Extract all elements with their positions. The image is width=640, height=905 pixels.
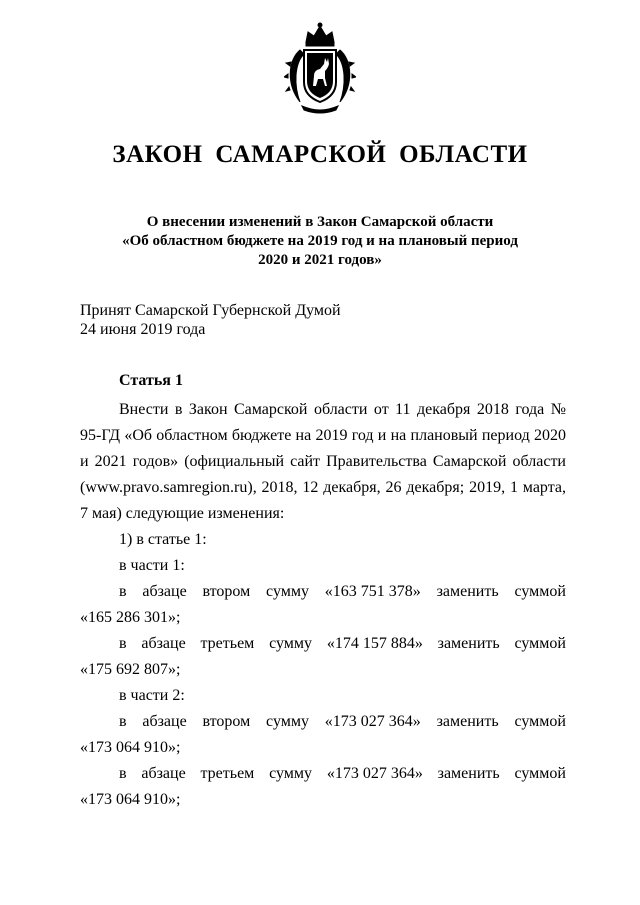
- old-sum: «173 027 364»: [324, 713, 421, 730]
- new-sum: «173 064 910»;: [80, 791, 181, 808]
- amend-word: заменить: [437, 765, 500, 782]
- law-title: ЗАКОН САМАРСКОЙ ОБЛАСТИ: [112, 141, 528, 168]
- amend-word: в: [119, 765, 127, 782]
- article-intro: Внести в Закон Самарской области от 11 декабря 2018 года № 95-ГД «Об областном бюджете на 2019 год и на плановый период 2020 и 2021 годов» (официальный сайт Правительства Самарской области (www.pravo.samregion.ru), 2018, 12 декабря, 26 декабря; 2019, 1 марта, 7 мая) следующие изменения:: [80, 401, 566, 522]
- article-body: [80, 397, 566, 813]
- old-sum: «174 157 884»: [326, 635, 423, 652]
- amend-word: втором: [202, 713, 251, 730]
- new-sum: «165 286 301»;: [80, 609, 181, 626]
- amend-word: абзаце: [142, 583, 187, 600]
- old-sum: «173 027 364»: [326, 765, 423, 782]
- new-sum: «175 692 807»;: [80, 661, 181, 678]
- amendment: [80, 761, 566, 813]
- amendment: [80, 631, 566, 683]
- new-sum: «173 064 910»;: [80, 739, 181, 756]
- amend-word: третьем: [200, 635, 255, 652]
- amend-word: заменить: [436, 713, 499, 730]
- law-subject: [80, 213, 560, 270]
- amend-word: абзаце: [141, 635, 186, 652]
- amend-word: абзаце: [142, 713, 187, 730]
- amend-word: третьем: [200, 765, 255, 782]
- item-1: 1) в статье 1:: [119, 531, 207, 548]
- adoption-info: [80, 301, 341, 339]
- amend-word: в: [119, 583, 127, 600]
- article-heading: Статья 1: [119, 372, 183, 389]
- amend-word: сумму: [269, 765, 313, 782]
- samara-coat-of-arms-icon: [284, 20, 356, 116]
- adopted-by: Принят Самарской Губернской Думой: [80, 302, 341, 319]
- amendment: [80, 579, 566, 631]
- amend-word: суммой: [514, 583, 566, 600]
- amend-word: суммой: [514, 713, 566, 730]
- amend-word: заменить: [436, 583, 499, 600]
- amend-word: суммой: [514, 765, 566, 782]
- amend-word: суммой: [514, 635, 566, 652]
- subject-line: «Об областном бюджете на 2019 год и на плановый период: [122, 233, 518, 249]
- amend-word: заменить: [437, 635, 500, 652]
- amend-word: сумму: [266, 713, 309, 730]
- old-sum: «163 751 378»: [324, 583, 421, 600]
- adoption-date: 24 июня 2019 года: [80, 321, 206, 338]
- part-1: в части 1:: [119, 557, 185, 574]
- amend-word: в: [119, 713, 127, 730]
- amend-word: сумму: [266, 583, 309, 600]
- amend-word: втором: [202, 583, 251, 600]
- subject-line: 2020 и 2021 годов»: [258, 252, 382, 268]
- subject-line: О внесении изменений в Закон Самарской области: [146, 214, 494, 230]
- amend-word: сумму: [269, 635, 313, 652]
- amendment: [80, 709, 566, 761]
- part-2: в части 2:: [119, 687, 185, 704]
- amend-word: в: [119, 635, 127, 652]
- amend-word: абзаце: [141, 765, 186, 782]
